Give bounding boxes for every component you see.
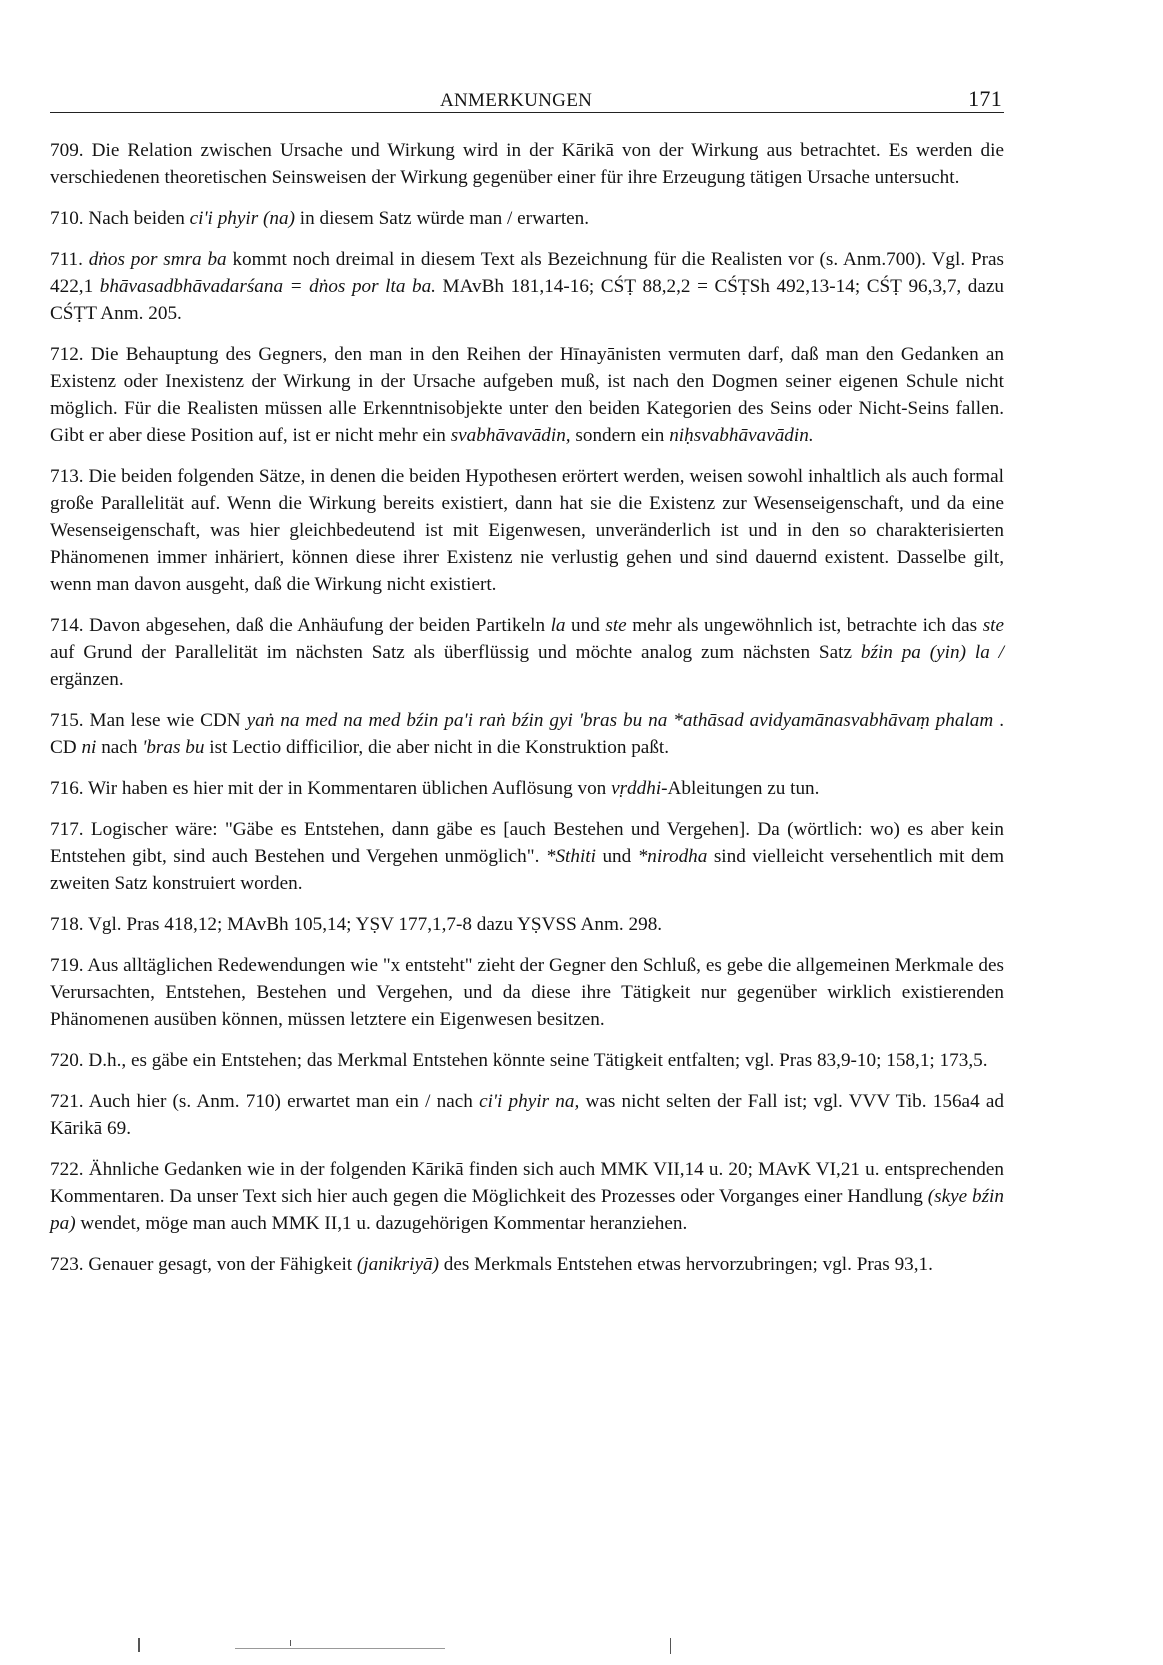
endnote-term: ni (81, 737, 97, 758)
endnote-text: nach (96, 737, 143, 758)
endnote-number: 712. (50, 344, 84, 365)
endnote (50, 1088, 1004, 1142)
endnote-text: Man lese wie CDN (83, 710, 247, 731)
endnote-text: was nicht selten der Fall ist; vgl. VVV Tib. 156a4 ad Kārikā 69. (50, 1091, 1004, 1139)
endnote-term: 'bras bu (142, 737, 205, 758)
endnote-text: Aus alltäglichen Redewendungen wie "x entsteht" zieht der Gegner den Schluß, es gebe die allgemeinen Merkmale des Verursachten, Entstehen, Bestehen und Vergehen, und da diese ihre Tätigkeit nur gegenüber wirklich existierenden Phänomenen ausüben können, müssen letztere ein Eigenwesen besitzen. (50, 955, 1004, 1030)
endnote (50, 1047, 1004, 1074)
book-page (50, 82, 1004, 1292)
endnote-number: 710. (50, 208, 84, 229)
endnote (50, 246, 1004, 327)
endnote-text: des Merkmals Entstehen etwas hervorzubringen; vgl. Pras 93,1. (438, 1254, 933, 1275)
endnote-text: Genauer gesagt, von der Fähigkeit (83, 1254, 357, 1275)
endnote (50, 1251, 1004, 1278)
endnote-text: wendet, möge man auch MMK II,1 u. dazugehörigen Kommentar heranziehen. (75, 1213, 688, 1234)
page-number: 171 (968, 86, 1002, 111)
endnote-number: 719. (50, 955, 84, 976)
endnote-text: Vgl. Pras 418,12; MAvBh 105,14; YṢV 177,1,7-8 dazu YṢVSS Anm. 298. (83, 914, 663, 935)
endnote-text: Die beiden folgenden Sätze, in denen die beiden Hypothesen erörtert werden, weisen sowohl inhaltlich als auch formal große Parallelität auf. Wenn die Wirkung bereits existiert, dann hat sie die Existenz zur Wesenseigenschaft, und da eine Wesenseigenschaft, was hier gleichbedeutend ist mit Eigenwesen, unveränderlich ist und in den so charakterisierten Phänomenen immer inhäriert, können diese ihrer Existenz nie verlustig gehen und sind dauernd existent. Dasselbe gilt, wenn man davon ausgeht, daß die Wirkung nicht existiert. (50, 466, 1004, 595)
endnote-number: 709. (50, 140, 84, 161)
endnote-text: auf Grund der Parallelität im nächsten Satz als überflüssig und möchte analog zum nächsten Satz (50, 642, 861, 663)
endnote-text: Die Relation zwischen Ursache und Wirkung wird in der Kārikā von der Wirkung aus betrachtet. Es werden die verschiedenen theoretischen Seinsweisen der Wirkung gegenüber einer für ihre Erzeugung tätigen Ursache untersucht. (50, 140, 1004, 188)
endnote (50, 612, 1004, 693)
endnote-term: ste (605, 615, 627, 636)
endnote-number: 722. (50, 1159, 84, 1180)
endnote-number: 713. (50, 466, 84, 487)
endnote-text: Wir haben es hier mit der in Kommentaren üblichen Auflösung von (83, 778, 612, 799)
endnote-text: sondern ein (570, 425, 670, 446)
endnote-text: kommt noch dreimal in diesem Text als Bezeichnung für die Realisten vor (s. Anm.700). Vgl. Pras 422,1 (50, 249, 1005, 297)
endnote-term: vṛddhi (611, 778, 662, 799)
endnote-number: 718. (50, 914, 84, 935)
endnote-term: *Sthiti (545, 846, 596, 867)
endnote (50, 952, 1004, 1033)
endnote-number: 714. (50, 615, 84, 636)
endnote-text: sind vielleicht versehentlich mit dem zweiten Satz konstruiert worden. (50, 846, 1005, 894)
endnote-number: 720. (50, 1050, 84, 1071)
endnote (50, 463, 1004, 598)
endnote-text: Logischer wäre: "Gäbe es Entstehen, dann gäbe es [auch Bestehen und Vergehen]. Da (wörtlich: wo) es aber kein Entstehen gibt, sind auch Bestehen und Vergehen unmöglich". (50, 819, 1004, 867)
running-title: ANMERKUNGEN (440, 90, 593, 111)
endnote (50, 707, 1004, 761)
endnote-text: . CD (50, 710, 1005, 758)
endnote-term: (skye bźin pa) (50, 1186, 1004, 1234)
scan-artifacts (0, 1638, 1163, 1658)
endnote (50, 775, 1004, 802)
endnote-number: 717. (50, 819, 84, 840)
endnotes-list (50, 137, 1004, 1278)
endnote-text: Auch hier (s. Anm. 710) erwartet man ein / nach (83, 1091, 480, 1112)
endnote-term: bźin pa (yin) la / (860, 642, 1004, 663)
endnote-text: mehr als ungewöhnlich ist, betrachte ich das (626, 615, 983, 636)
endnote-number: 721. (50, 1091, 84, 1112)
endnote-term: la (550, 615, 566, 636)
endnote-number: 715. (50, 710, 84, 731)
endnote-term: *nirodha (637, 846, 708, 867)
endnote-term: ci'i phyir (na) (189, 208, 295, 229)
endnote-number: 723. (50, 1254, 84, 1275)
endnote-term: ste (982, 615, 1005, 636)
endnote-number: 711. (50, 249, 83, 270)
endnote-term: svabhāvavādin, (450, 425, 571, 446)
endnote-text: ist Lectio difficilior, die aber nicht in die Konstruktion paßt. (204, 737, 670, 758)
endnote-text: MAvBh 181,14-16; CŚṬ 88,2,2 = CŚṬSh 492,13-14; CŚṬ 96,3,7, dazu CŚṬT Anm. 205. (50, 276, 1004, 324)
endnote-term: niḥsvabhāvavādin. (669, 425, 814, 446)
endnote-text: D.h., es gäbe ein Entstehen; das Merkmal Entstehen könnte seine Tätigkeit entfalten; vgl. Pras 83,9-10; 158,1; 173,5. (83, 1050, 988, 1071)
endnote-text: und (595, 846, 638, 867)
endnote-text: Davon abgesehen, daß die Anhäufung der beiden Partikeln (83, 615, 551, 636)
endnote (50, 1156, 1004, 1237)
endnote-text: in diesem Satz würde man / erwarten. (294, 208, 590, 229)
endnote-text: -Ableitungen zu tun. (661, 778, 820, 799)
endnote-number: 716. (50, 778, 84, 799)
endnote-term: dṅos por smra ba (88, 249, 227, 270)
endnote (50, 341, 1004, 449)
endnote-term: (janikriyā) (356, 1254, 439, 1275)
endnote-text: und (565, 615, 606, 636)
endnote-term: bhāvasadbhāvadarśana = dṅos por lta ba. (99, 276, 436, 297)
endnote-term: yaṅ na med na med bźin pa'i raṅ bźin gyi 'bras bu na *athāsad avidyamānasvabhāvaṃ phalam (246, 710, 994, 731)
endnote (50, 137, 1004, 191)
endnote-text: ergänzen. (50, 669, 124, 690)
endnote (50, 205, 1004, 232)
endnote-text: Nach beiden (83, 208, 190, 229)
endnote (50, 911, 1004, 938)
running-header (50, 82, 1004, 113)
endnote-text: Ähnliche Gedanken wie in der folgenden Kārikā finden sich auch MMK VII,14 u. 20; MAvK VI,21 u. entsprechenden Kommentaren. Da unser Text sich hier auch gegen die Möglichkeit des Prozesses oder Vorganges einer Handlung (50, 1159, 1004, 1207)
endnote-term: ci'i phyir na, (479, 1091, 580, 1112)
endnote-text: Die Behauptung des Gegners, den man in den Reihen der Hīnayānisten vermuten darf, daß man den Gedanken an Existenz oder Inexistenz der Wirkung in der Ursache aufgeben muß, ist nach den Dogmen seiner eigenen Schule nicht möglich. Für die Realisten müssen alle Erkenntnisobjekte unter den beiden Kategorien des Seins oder Nicht-Seins fallen. Gibt er aber diese Position auf, ist er nicht mehr ein (50, 344, 1004, 446)
endnote (50, 816, 1004, 897)
